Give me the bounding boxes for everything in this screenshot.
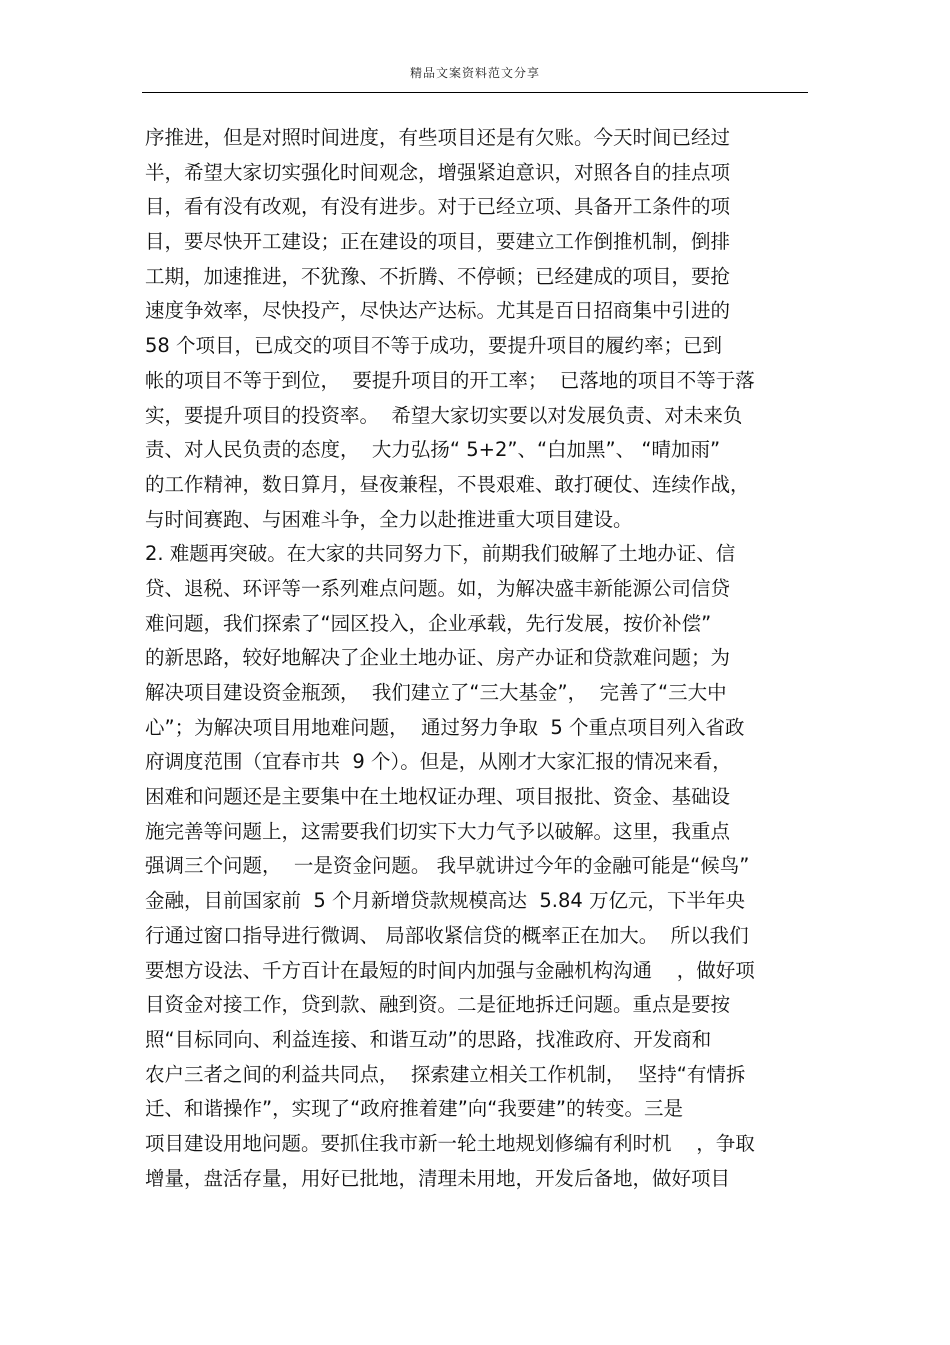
text-line: 行通过窗口指导进行微调、 局部收紧信贷的概率正在加大。 所以我们: [145, 923, 749, 947]
text-line: 府调度范围（宜春市共 9 个）。但是，从刚才大家汇报的情况来看，: [145, 750, 732, 774]
text-line: 困难和问题还是主要集中在土地权证办理、项目报批、资金、基础设: [145, 785, 731, 809]
text-line: 与时间赛跑、与困难斗争，全力以赴推进重大项目建设。: [145, 507, 633, 531]
text-line: 工期，加速推进，不犹豫、不折腾、不停顿；已经建成的项目，要抢: [145, 264, 731, 288]
text-line: 目，看有没有改观，有没有进步。对于已经立项、具备开工条件的项: [145, 195, 731, 219]
text-line: 的新思路，较好地解决了企业土地办证、房产办证和贷款难问题；为: [145, 646, 731, 670]
text-line: 解决项目建设资金瓶颈， 我们建立了“三大基金”， 完善了“三大中: [145, 681, 727, 704]
text-line: 的工作精神，数日算月，昼夜兼程，不畏艰难、敢打硬仗、连续作战，: [145, 472, 750, 496]
text-line: 2. 难题再突破。在大家的共同努力下，前期我们破解了土地办证、信: [145, 542, 736, 566]
text-line: 农户三者之间的利益共同点， 探索建立相关工作机制， 坚持“有情拆: [145, 1062, 746, 1086]
text-line: 要想方设法、千方百计在最短的时间内加强与金融机构沟通 ，做好项: [145, 958, 755, 982]
text-line: 迁、和谐操作”，实现了“政府推着建”向“我要建”的转变。三是: [145, 1097, 684, 1121]
text-line: 金融，目前国家前 5 个月新增贷款规模高达 5.84 万亿元，下半年央: [145, 889, 746, 913]
text-line: 目资金对接工作，贷到款、融到资。二是征地拆迁问题。重点是要按: [145, 993, 731, 1017]
text-line: 施完善等问题上，这需要我们切实下大力气予以破解。这里，我重点: [145, 819, 731, 843]
text-line: 实，要提升项目的投资率。 希望大家切实要以对发展负责、对未来负: [145, 403, 743, 427]
text-line: 序推进，但是对照时间进度，有些项目还是有欠账。今天时间已经过: [145, 126, 731, 149]
text-line: 照“目标同向、利益连接、和谐互动”的思路，找准政府、开发商和: [145, 1027, 712, 1051]
text-line: 速度争效率，尽快投产，尽快达产达标。尤其是百日招商集中引进的: [145, 299, 731, 323]
text-line: 贷、退税、环评等一系列难点问题。如，为解决盛丰新能源公司信贷: [145, 576, 731, 600]
text-line: 目，要尽快开工建设；正在建设的项目，要建立工作倒推机制，倒排: [145, 230, 731, 254]
page-header-title: 精品文案资料范文分享: [409, 66, 540, 80]
header-divider: [142, 92, 808, 93]
text-line: 责、对人民负责的态度， 大力弘扬“ 5+2”、“白加黑”、 “晴加雨”: [145, 438, 721, 462]
text-line: 增量，盘活存量，用好已批地，清理未用地，开发后备地，做好项目: [145, 1166, 731, 1190]
text-line: 帐的项目不等于到位， 要提升项目的开工率； 已落地的项目不等于落: [145, 368, 755, 392]
text-line: 难问题，我们探索了“园区投入，企业承载，先行发展，按价补偿”: [145, 611, 712, 635]
text-line: 58 个项目，已成交的项目不等于成功，要提升项目的履约率；已到: [145, 334, 723, 358]
text-line: 项目建设用地问题。要抓住我市新一轮土地规划修编有利时机 ，争取: [145, 1131, 755, 1155]
document-body: [145, 121, 825, 1196]
text-line: 心”；为解决项目用地难问题， 通过努力争取 5 个重点项目列入省政: [145, 715, 745, 739]
text-line: 强调三个问题， 一是资金问题。 我早就讲过今年的金融可能是“候鸟”: [145, 854, 750, 878]
text-line: 半，希望大家切实强化时间观念，增强紧迫意识，对照各自的挂点项: [145, 160, 731, 184]
